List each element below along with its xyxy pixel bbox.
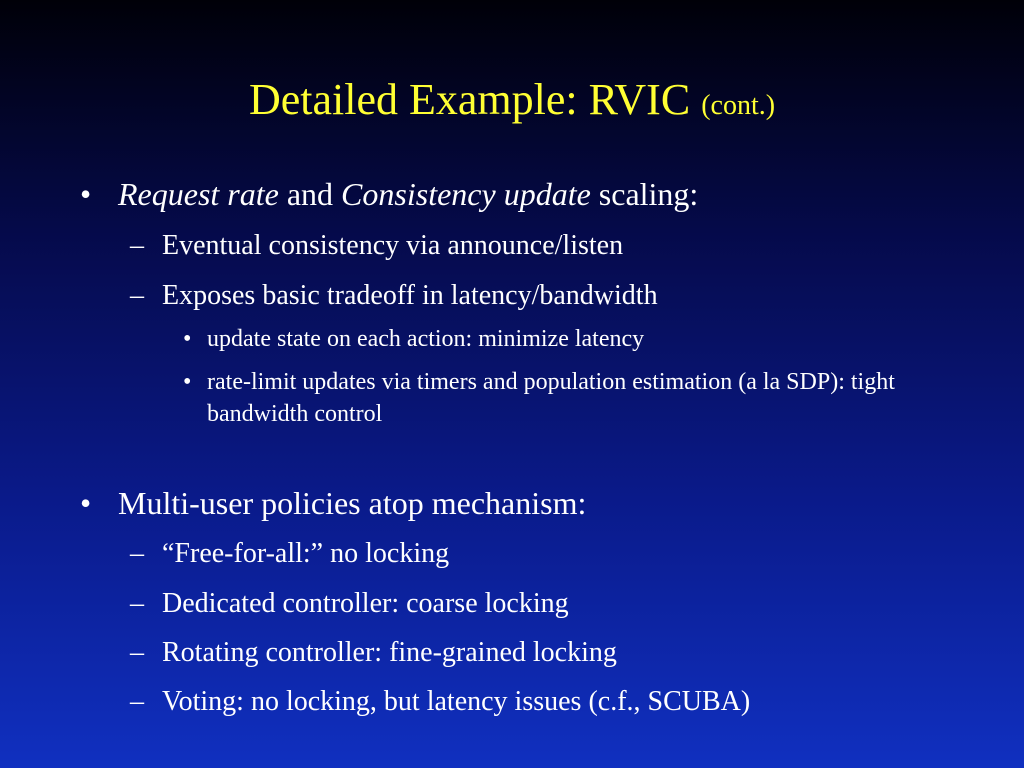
title-suffix: (cont.) <box>701 90 776 121</box>
bullet-marker: • <box>80 176 92 212</box>
small-bullet-marker: • <box>183 369 192 395</box>
dash-marker: – <box>130 230 144 261</box>
dash-marker: – <box>130 637 144 668</box>
subsubbullet-text: update state on each action: minimize latency <box>207 326 645 352</box>
tail-scaling: scaling: <box>590 176 699 212</box>
subbullet-text: Exposes basic tradeoff in latency/bandwidth <box>162 280 658 311</box>
connector-and: and <box>278 176 342 212</box>
dash-marker: – <box>130 588 144 619</box>
dash-marker: – <box>130 538 144 569</box>
subsubbullet-text: rate-limit updates via timers and population estimation (a la SDP): tight bandwidth control <box>207 369 895 427</box>
dash-marker: – <box>130 686 144 717</box>
subbullet-text: Dedicated controller: coarse locking <box>162 588 569 619</box>
dash-marker: – <box>130 280 144 311</box>
subbullet-text: Voting: no locking, but latency issues (c.f., SCUBA) <box>162 686 751 717</box>
subbullet-text: “Free-for-all:” no locking <box>162 538 450 569</box>
bullet-marker: • <box>80 485 92 521</box>
subbullet-text: Eventual consistency via announce/listen <box>162 230 624 261</box>
subbullet-text: Rotating controller: fine-grained locking <box>162 637 617 668</box>
slide-title <box>0 72 1024 134</box>
small-bullet-marker: • <box>183 326 192 352</box>
term-request-rate: Request rate <box>118 176 279 212</box>
bullet-text: Multi-user policies atop mechanism: <box>118 485 587 521</box>
bullet-text <box>118 175 698 213</box>
term-consistency-update: Consistency update <box>341 176 591 212</box>
title-main: Detailed Example: RVIC <box>248 75 691 124</box>
